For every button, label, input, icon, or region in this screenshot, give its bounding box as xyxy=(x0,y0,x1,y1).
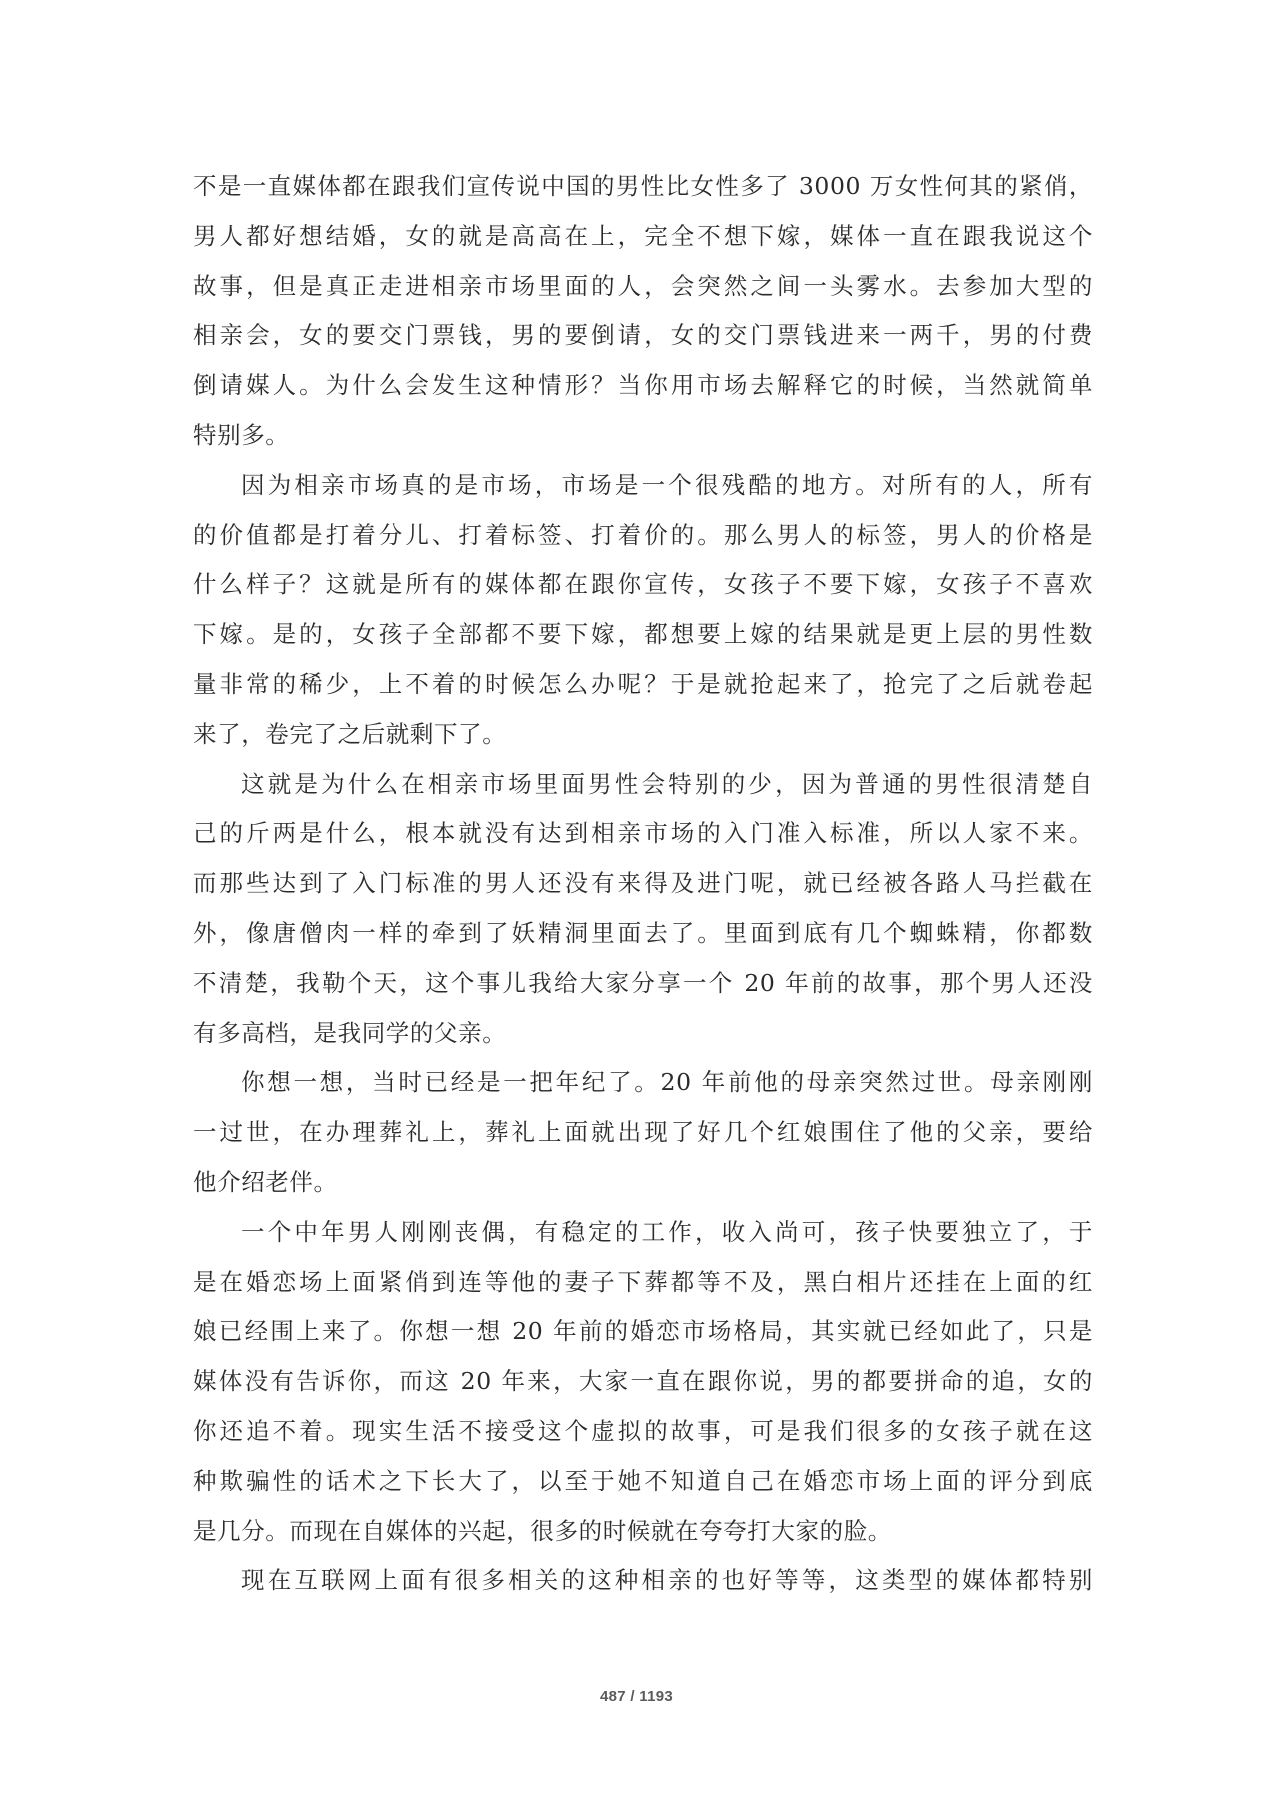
text-line: 量非常的稀少，上不着的时候怎么办呢？于是就抢起来了，抢完了之后就卷起 xyxy=(193,669,1093,698)
text-line: 是几分。而现在自媒体的兴起，很多的时候就在夸夸打大家的脸。 xyxy=(193,1516,892,1545)
text-line: 种欺骗性的话术之下长大了，以至于她不知道自己在婚恋市场上面的评分到底 xyxy=(193,1466,1093,1495)
text-line: 相亲会，女的要交门票钱，男的要倒请，女的交门票钱进来一两千，男的付费 xyxy=(193,321,1093,350)
body-text xyxy=(193,162,1093,1606)
text-line: 来了，卷完了之后就剩下了。 xyxy=(193,719,507,748)
text-line: 男人都好想结婚，女的就是高高在上，完全不想下嫁，媒体一直在跟我说这个 xyxy=(193,221,1093,250)
text-line: 你还追不着。现实生活不接受这个虚拟的故事，可是我们很多的女孩子就在这 xyxy=(193,1416,1093,1445)
text-line: 媒体没有告诉你，而这 20 年来，大家一直在跟你说，男的都要拼命的追，女的 xyxy=(193,1367,1093,1396)
text-line: 有多高档，是我同学的父亲。 xyxy=(193,1018,507,1047)
text-line: 因为相亲市场真的是市场，市场是一个很残酷的地方。对所有的人，所有 xyxy=(241,470,1093,499)
paragraph xyxy=(193,461,1093,760)
paragraph xyxy=(193,1556,1093,1606)
text-line: 他介绍老伴。 xyxy=(193,1167,338,1196)
paragraph xyxy=(193,1058,1093,1207)
text-line: 特别多。 xyxy=(193,420,290,449)
text-line: 你想一想，当时已经是一把年纪了。20 年前他的母亲突然过世。母亲刚刚 xyxy=(241,1068,1093,1097)
text-line: 娘已经围上来了。你想一想 20 年前的婚恋市场格局，其实就已经如此了，只是 xyxy=(193,1317,1093,1346)
paragraph xyxy=(193,162,1093,461)
text-line: 不清楚，我勒个天，这个事儿我给大家分享一个 20 年前的故事，那个男人还没 xyxy=(193,968,1093,997)
text-line: 己的斤两是什么，根本就没有达到相亲市场的入门准入标准，所以人家不来。 xyxy=(193,819,1093,848)
paragraph xyxy=(193,760,1093,1059)
text-line: 一个中年男人刚刚丧偶，有稳定的工作，收入尚可，孩子快要独立了，于 xyxy=(241,1217,1093,1246)
text-line: 下嫁。是的，女孩子全部都不要下嫁，都想要上嫁的结果就是更上层的男性数 xyxy=(193,620,1093,649)
text-line: 外，像唐僧肉一样的牵到了妖精洞里面去了。里面到底有几个蜘蛛精，你都数 xyxy=(193,918,1093,947)
text-line: 而那些达到了入门标准的男人还没有来得及进门呢，就已经被各路人马拦截在 xyxy=(193,869,1093,898)
text-line: 的价值都是打着分儿、打着标签、打着价的。那么男人的标签，男人的价格是 xyxy=(193,520,1093,549)
paragraph xyxy=(193,1208,1093,1557)
text-line: 不是一直媒体都在跟我们宣传说中国的男性比女性多了 3000 万女性何其的紧俏， xyxy=(193,172,1093,200)
text-line: 现在互联网上面有很多相关的这种相亲的也好等等，这类型的媒体都特别 xyxy=(241,1566,1093,1595)
text-line: 一过世，在办理葬礼上，葬礼上面就出现了好几个红娘围住了他的父亲，要给 xyxy=(193,1118,1093,1147)
text-line: 倒请媒人。为什么会发生这种情形？当你用市场去解释它的时候，当然就简单 xyxy=(193,371,1093,400)
text-line: 什么样子？这就是所有的媒体都在跟你宣传，女孩子不要下嫁，女孩子不喜欢 xyxy=(193,570,1093,599)
text-line: 这就是为什么在相亲市场里面男性会特别的少，因为普通的男性很清楚自 xyxy=(241,769,1093,798)
text-line: 是在婚恋场上面紧俏到连等他的妻子下葬都等不及，黑白相片还挂在上面的红 xyxy=(193,1267,1093,1296)
page-number: 487 / 1193 xyxy=(599,1688,674,1705)
text-line: 故事，但是真正走进相亲市场里面的人，会突然之间一头雾水。去参加大型的 xyxy=(193,271,1093,300)
